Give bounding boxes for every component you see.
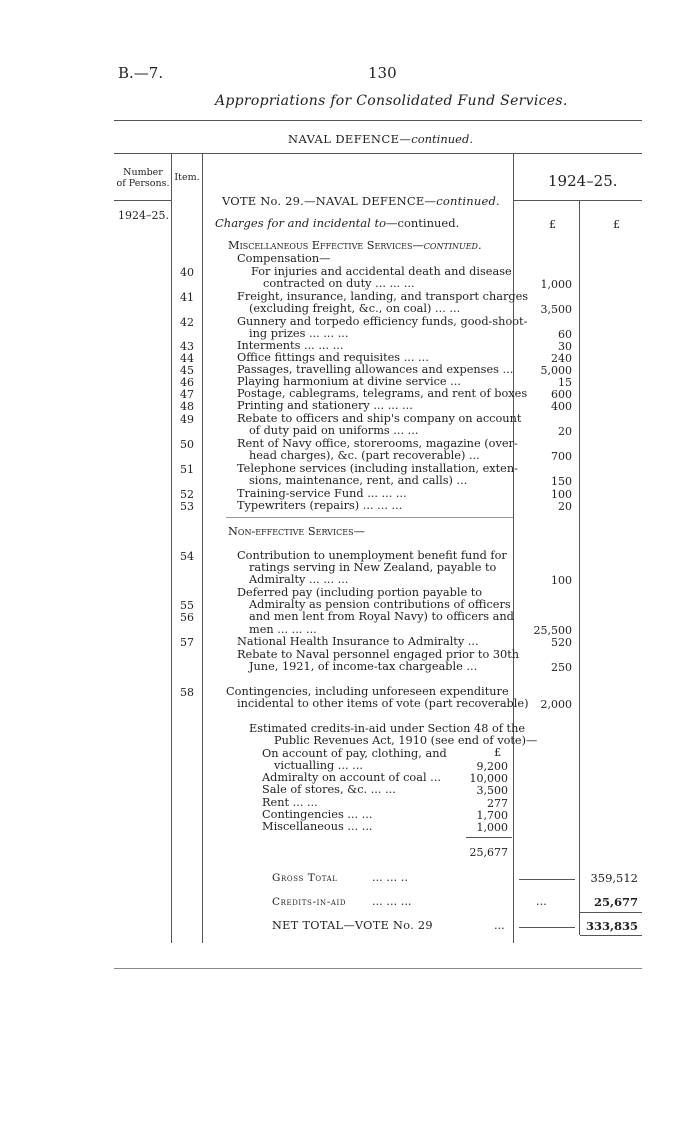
net-total-dash bbox=[519, 927, 575, 928]
charges-heading: Charges for and incidental to—continued. bbox=[215, 216, 460, 230]
line-text: Rebate to officers and ship's company on account bbox=[237, 412, 522, 425]
persons-header-rule bbox=[114, 200, 171, 201]
year-column-header: 1924–25. bbox=[548, 172, 618, 190]
credit-row-label: Admiralty on account of coal ... bbox=[262, 771, 441, 784]
line-amount: 25,500 bbox=[533, 624, 572, 637]
item-number: 44 bbox=[180, 352, 194, 365]
item-number: 57 bbox=[180, 636, 194, 649]
line-amount: 20 bbox=[558, 500, 572, 513]
line-text: Admiralty as pension contributions of officers bbox=[249, 598, 511, 611]
item-number: 47 bbox=[180, 388, 194, 401]
line-text: Office fittings and requisites ... ... bbox=[237, 351, 429, 364]
compensation-label: Compensation— bbox=[237, 252, 331, 265]
item-column-header: Item. bbox=[174, 172, 200, 183]
contingencies-text: incidental to other items of vote (part recoverable) bbox=[237, 697, 529, 710]
item-number: 56 bbox=[180, 611, 194, 624]
persons-year-label: 1924–25. bbox=[118, 209, 169, 222]
non-effective-heading: Non-effective Services— bbox=[228, 525, 365, 538]
credits-in-aid-rule bbox=[580, 912, 642, 913]
line-text: For injuries and accidental death and disease bbox=[251, 265, 512, 278]
credit-row-label: Miscellaneous ... ... bbox=[262, 820, 373, 833]
line-amount: 3,500 bbox=[540, 303, 572, 316]
line-amount: 250 bbox=[551, 661, 572, 674]
line-text: (excluding freight, &c., on coal) ... ... bbox=[249, 302, 461, 315]
item-number: 46 bbox=[180, 376, 194, 389]
item-number: 52 bbox=[180, 488, 194, 501]
credit-row-value: 9,200 bbox=[476, 760, 508, 773]
line-text: and men lent from Royal Navy) to officers and bbox=[249, 610, 514, 623]
vote-heading: VOTE No. 29.—NAVAL DEFENCE—continued. bbox=[222, 194, 500, 208]
line-text: sions, maintenance, rent, and calls) ... bbox=[249, 474, 468, 487]
item-number: 55 bbox=[180, 599, 194, 612]
line-text: Admiralty ... ... ... bbox=[249, 573, 349, 586]
line-amount: 15 bbox=[558, 376, 572, 389]
line-text: men ... ... ... bbox=[249, 623, 317, 636]
net-total-leader: ... bbox=[494, 919, 505, 932]
item-number: 40 bbox=[180, 266, 194, 279]
table-bottom-rule bbox=[114, 968, 642, 969]
credit-row-value: 10,000 bbox=[469, 772, 508, 785]
line-amount: 20 bbox=[558, 425, 572, 438]
line-amount: 100 bbox=[551, 574, 572, 587]
line-text: Printing and stationery ... ... ... bbox=[237, 399, 413, 412]
line-text: Playing harmonium at divine service ... bbox=[237, 375, 461, 388]
contingencies-amount: 2,000 bbox=[540, 698, 572, 711]
line-text: Typewriters (repairs) ... ... ... bbox=[237, 499, 403, 512]
header-divider bbox=[114, 120, 642, 121]
line-text: National Health Insurance to Admiralty ... bbox=[237, 635, 479, 648]
line-amount: 150 bbox=[551, 475, 572, 488]
line-text: Rent of Navy office, storerooms, magazine (over- bbox=[237, 437, 518, 450]
pound-sign-2: £ bbox=[613, 218, 620, 231]
credits-in-aid-leader: ... ... ... bbox=[372, 895, 412, 908]
gross-total-label: Gross Total bbox=[272, 872, 338, 884]
line-text: head charges), &c. (part recoverable) ... bbox=[249, 449, 480, 462]
credit-row-label: victualling ... ... bbox=[274, 759, 363, 772]
year-header-rule bbox=[513, 200, 642, 201]
credit-row-label: Contingencies ... ... bbox=[262, 808, 373, 821]
line-text: Training-service Fund ... ... ... bbox=[237, 487, 407, 500]
line-text: June, 1921, of income-tax chargeable ... bbox=[249, 660, 478, 673]
amount-column-divider bbox=[579, 200, 580, 935]
line-text: of duty paid on uniforms ... ... bbox=[249, 424, 419, 437]
text-column-divider bbox=[513, 153, 514, 943]
line-text: Interments ... ... ... bbox=[237, 339, 344, 352]
item-number: 49 bbox=[180, 413, 194, 426]
section-divider bbox=[226, 517, 513, 518]
item-number: 48 bbox=[180, 400, 194, 413]
gross-total-leader: ... ... .. bbox=[372, 871, 408, 884]
line-text: Passages, travelling allowances and expenses ... bbox=[237, 363, 514, 376]
item-number: 51 bbox=[180, 463, 194, 476]
line-text: Freight, insurance, landing, and transport charges bbox=[237, 290, 529, 303]
credit-row-label: Sale of stores, &c. ... ... bbox=[262, 783, 396, 796]
credit-row-label: Rent ... ... bbox=[262, 796, 318, 809]
credit-row-value: 1,700 bbox=[476, 809, 508, 822]
line-amount: 520 bbox=[551, 636, 572, 649]
credits-sum-rule bbox=[466, 837, 512, 838]
net-total-rule bbox=[580, 935, 642, 936]
line-amount: 400 bbox=[551, 400, 572, 413]
credits-pound-sign: £ bbox=[494, 746, 502, 759]
line-amount: 700 bbox=[551, 450, 572, 463]
line-amount: 1,000 bbox=[540, 278, 572, 291]
item-number: 50 bbox=[180, 438, 194, 451]
net-total-label: NET TOTAL—VOTE No. 29 bbox=[272, 919, 433, 932]
item-number: 54 bbox=[180, 550, 194, 563]
item-number: 53 bbox=[180, 500, 194, 513]
line-text: Contribution to unemployment benefit fund for bbox=[237, 549, 507, 562]
gross-total-dash bbox=[519, 879, 575, 880]
line-amount: 600 bbox=[551, 388, 572, 401]
credit-row-value: 1,000 bbox=[476, 821, 508, 834]
credit-row-value: 3,500 bbox=[476, 784, 508, 797]
pound-sign-1: £ bbox=[549, 218, 556, 231]
item-number: 42 bbox=[180, 316, 194, 329]
net-total-value: 333,835 bbox=[585, 919, 638, 933]
line-amount: 240 bbox=[551, 352, 572, 365]
misc-effective-heading: Miscellaneous Effective Services—continued. bbox=[228, 239, 482, 252]
line-text: contracted on duty ... ... ... bbox=[263, 277, 415, 290]
line-text: Gunnery and torpedo efficiency funds, good-shoot- bbox=[237, 315, 528, 328]
line-text: Deferred pay (including portion payable to bbox=[237, 586, 483, 599]
credits-total: 25,677 bbox=[469, 846, 508, 859]
line-text: Postage, cablegrams, telegrams, and rent of boxes bbox=[237, 387, 528, 400]
credits-in-aid-mid: ... bbox=[536, 895, 547, 908]
line-amount: 5,000 bbox=[540, 364, 572, 377]
item-number: 43 bbox=[180, 340, 194, 353]
credits-intro: Estimated credits-in-aid under Section 48 of the bbox=[249, 722, 526, 735]
line-amount: 30 bbox=[558, 340, 572, 353]
persons-column-divider bbox=[171, 153, 172, 943]
credits-in-aid-label: Credits-in-aid bbox=[272, 896, 347, 908]
line-text: Telephone services (including installation, exten- bbox=[237, 462, 518, 475]
document-reference: B.—7. bbox=[118, 64, 164, 82]
line-amount: 100 bbox=[551, 488, 572, 501]
item-number: 41 bbox=[180, 291, 194, 304]
gross-total-value: 359,512 bbox=[590, 871, 638, 885]
line-amount: 60 bbox=[558, 328, 572, 341]
item-column-divider bbox=[202, 153, 203, 943]
line-text: ratings serving in New Zealand, payable to bbox=[249, 561, 497, 574]
item-number: 45 bbox=[180, 364, 194, 377]
item-number: 58 bbox=[180, 686, 194, 699]
page-number: 130 bbox=[368, 64, 397, 82]
credits-intro: Public Revenues Act, 1910 (see end of vote)— bbox=[274, 734, 538, 747]
page-title: Appropriations for Consolidated Fund Services. bbox=[215, 93, 568, 109]
line-text: Rebate to Naval personnel engaged prior to 30th bbox=[237, 648, 520, 661]
section-title: NAVAL DEFENCE—continued. bbox=[288, 132, 473, 146]
contingencies-text: Contingencies, including unforeseen expenditure bbox=[226, 685, 509, 698]
credit-row-label: On account of pay, clothing, and bbox=[262, 747, 447, 760]
credits-in-aid-value: 25,677 bbox=[593, 895, 638, 909]
persons-column-header: Number of Persons. bbox=[116, 167, 170, 189]
table-top-rule bbox=[114, 153, 642, 154]
line-text: ing prizes ... ... ... bbox=[249, 327, 349, 340]
credit-row-value: 277 bbox=[487, 797, 508, 810]
